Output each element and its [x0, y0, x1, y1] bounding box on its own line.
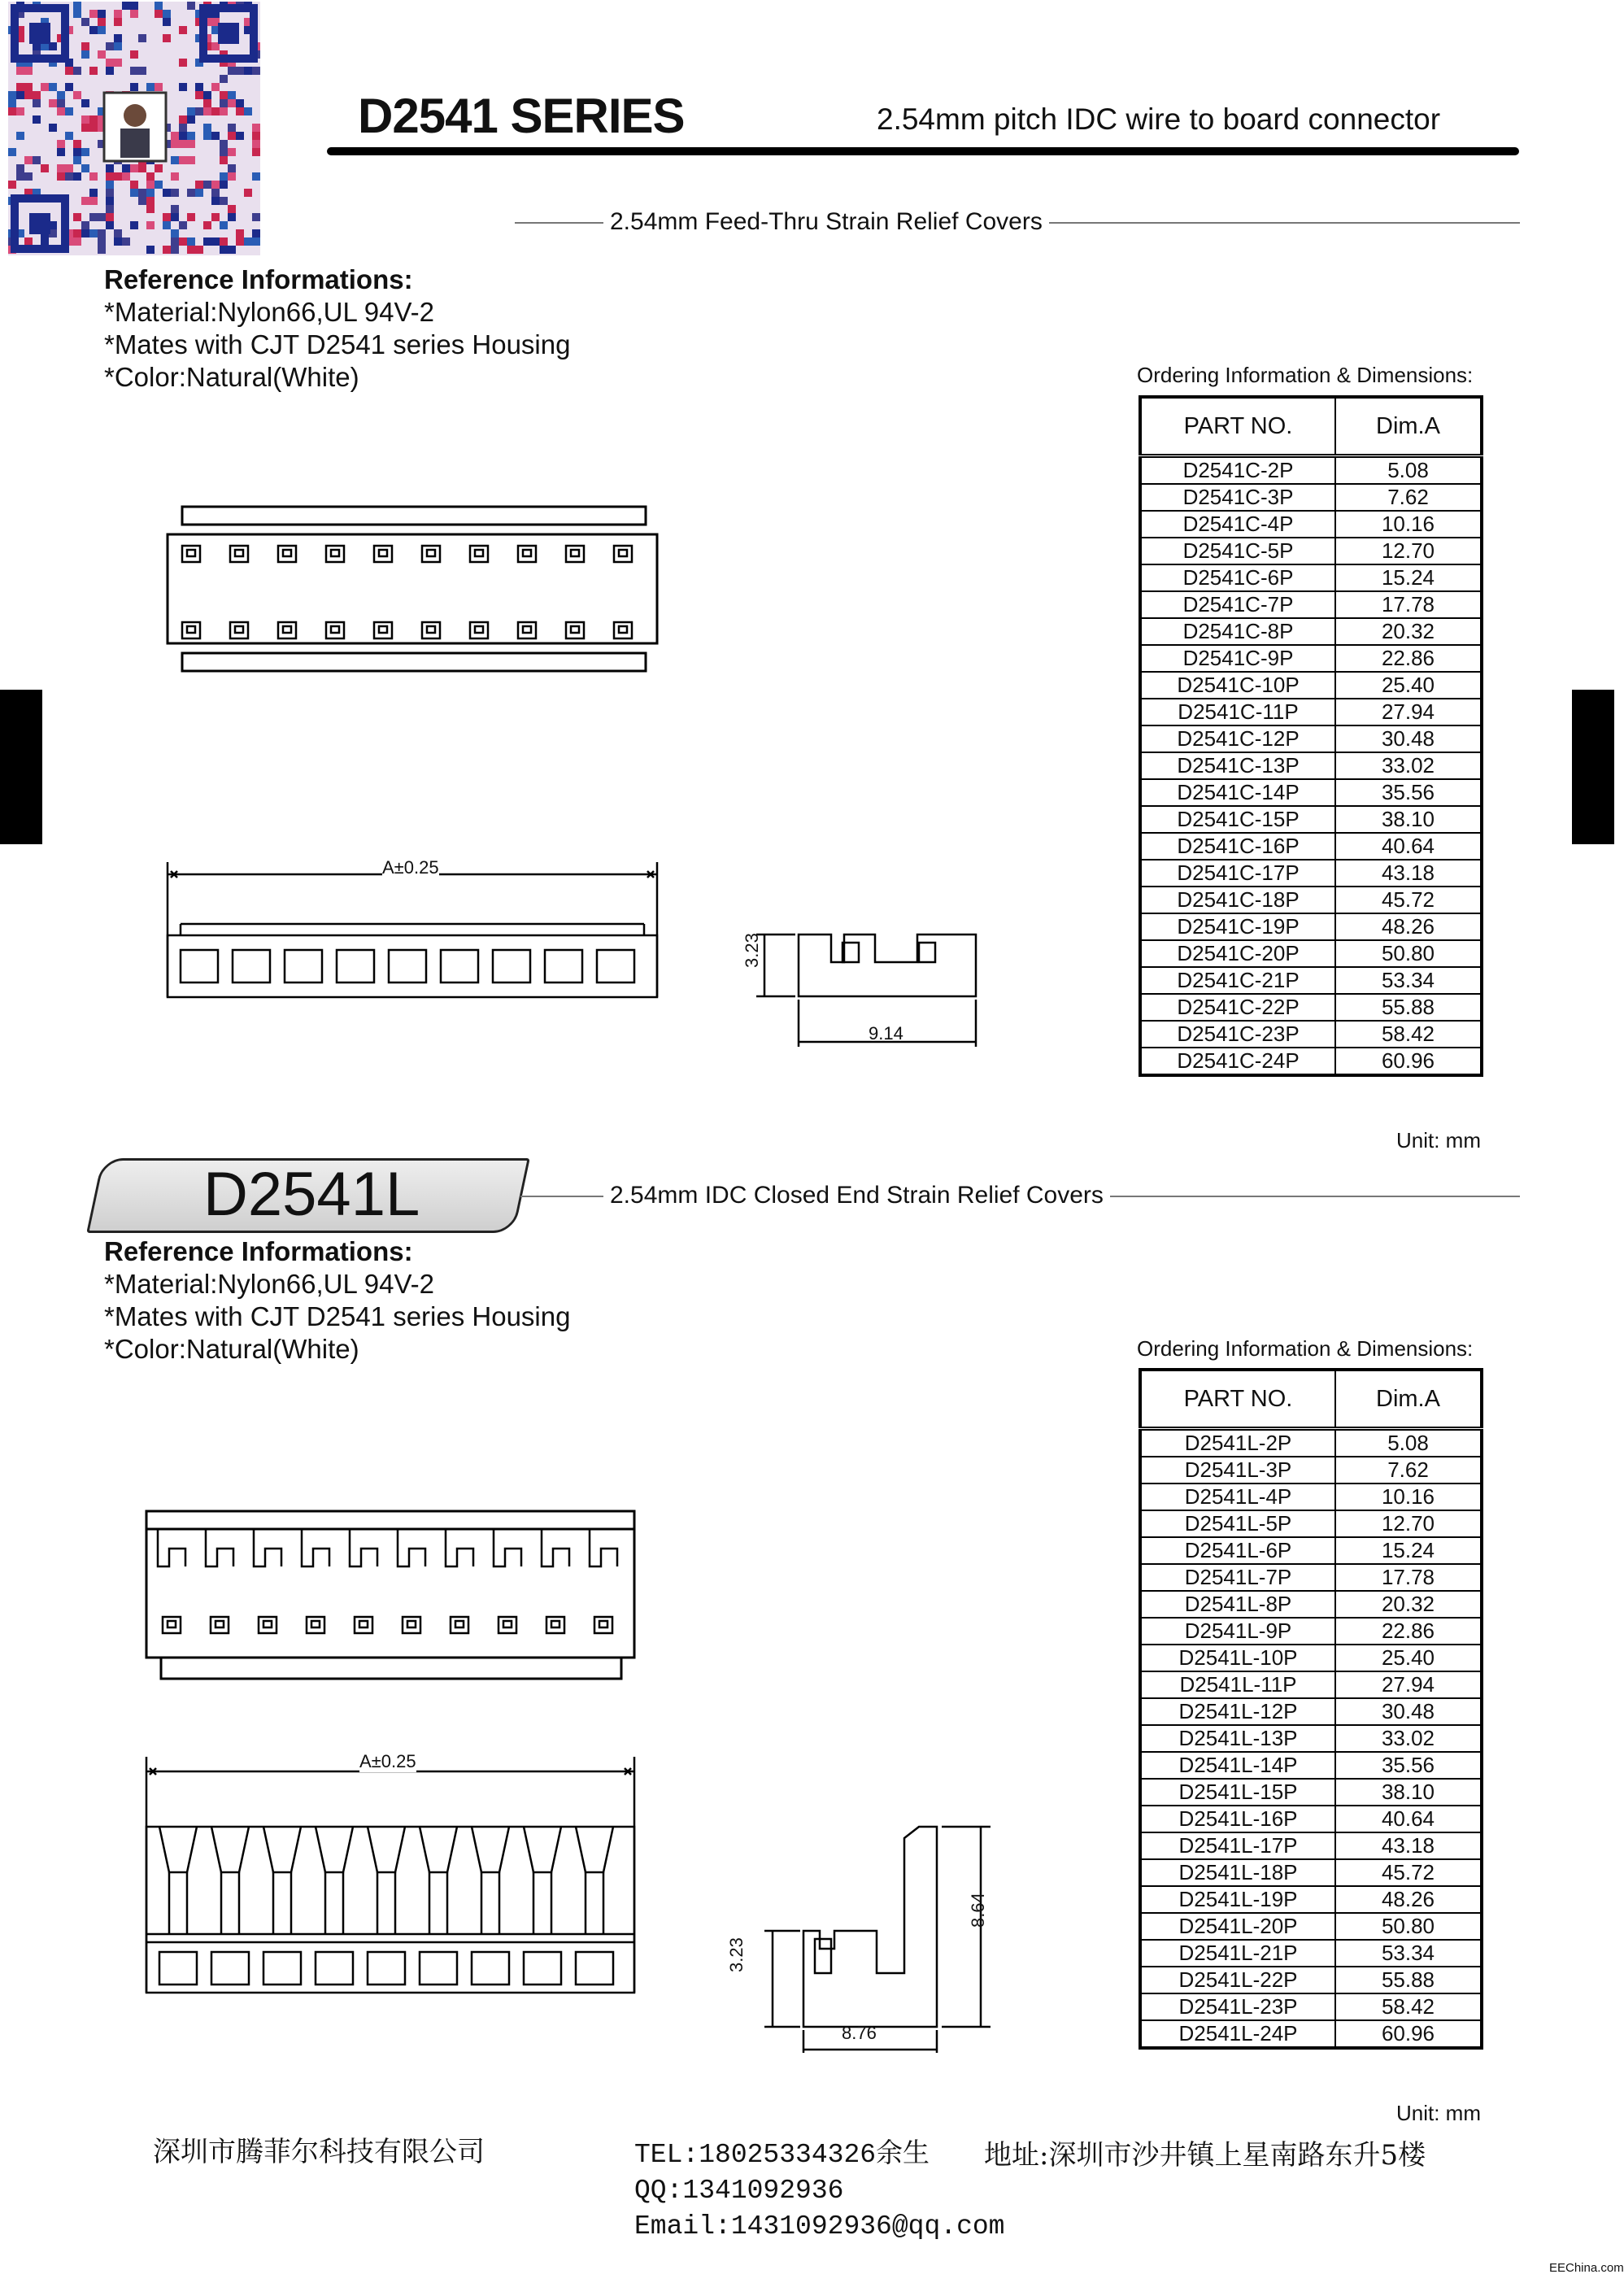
dim-a-cell: 45.72 — [1335, 1859, 1482, 1886]
table-row — [1140, 967, 1482, 994]
part-no-cell: D2541C-2P — [1140, 456, 1335, 485]
table-row — [1140, 1913, 1482, 1940]
part-no-cell: D2541L-13P — [1140, 1725, 1335, 1752]
section-c-dim-w-label: 9.14 — [869, 1023, 903, 1043]
section-c-dim-a-label: A±0.25 — [382, 857, 439, 878]
reference-material: *Material:Nylon66,UL 94V-2 — [104, 1269, 434, 1299]
dim-a-cell: 22.86 — [1335, 645, 1482, 672]
table-row — [1140, 591, 1482, 618]
dim-a-cell: 55.88 — [1335, 994, 1482, 1021]
footer-address: 地址:深圳市沙井镇上星南路东升5楼 — [984, 2139, 1426, 2172]
table-row — [1140, 1484, 1482, 1510]
table-row — [1140, 833, 1482, 860]
part-no-cell: D2541C-17P — [1140, 860, 1335, 887]
dim-a-cell: 30.48 — [1335, 725, 1482, 752]
table-row — [1140, 1564, 1482, 1591]
dim-a-cell: 50.80 — [1335, 940, 1482, 967]
dim-a-cell: 22.86 — [1335, 1618, 1482, 1645]
table-row — [1140, 1457, 1482, 1484]
part-no-cell: D2541L-3P — [1140, 1457, 1335, 1484]
part-no-cell: D2541L-2P — [1140, 1429, 1335, 1457]
table-row — [1140, 564, 1482, 591]
part-no-cell: D2541L-21P — [1140, 1940, 1335, 1967]
table-row — [1140, 699, 1482, 725]
part-no-cell: D2541C-22P — [1140, 994, 1335, 1021]
part-no-cell: D2541L-19P — [1140, 1886, 1335, 1913]
dim-a-cell: 35.56 — [1335, 779, 1482, 806]
part-no-cell: D2541C-8P — [1140, 618, 1335, 645]
dim-a-cell: 38.10 — [1335, 1779, 1482, 1806]
table-row — [1140, 994, 1482, 1021]
dim-a-cell: 40.64 — [1335, 1806, 1482, 1832]
table-row — [1140, 1591, 1482, 1618]
part-no-cell: D2541L-24P — [1140, 2020, 1335, 2048]
series-subtitle: 2.54mm pitch IDC wire to board connector — [877, 102, 1441, 136]
part-no-cell: D2541C-12P — [1140, 725, 1335, 752]
dim-a-cell: 10.16 — [1335, 1484, 1482, 1510]
table-row — [1140, 913, 1482, 940]
table-header-row — [1140, 1370, 1482, 1429]
table-row — [1140, 1859, 1482, 1886]
section-l-order-caption: Ordering Information & Dimensions: — [1137, 1336, 1474, 1361]
section-l-front-view-drawing — [140, 1749, 644, 2001]
section-l-unit: Unit: mm — [1396, 2101, 1481, 2125]
part-no-cell: D2541L-12P — [1140, 1698, 1335, 1725]
part-no-cell: D2541C-3P — [1140, 484, 1335, 511]
part-no-cell: D2541L-18P — [1140, 1859, 1335, 1886]
reference-color: *Color:Natural(White) — [104, 362, 359, 392]
table-row — [1140, 779, 1482, 806]
part-no-cell: D2541L-20P — [1140, 1913, 1335, 1940]
part-no-cell: D2541L-17P — [1140, 1832, 1335, 1859]
dim-a-cell: 27.94 — [1335, 699, 1482, 725]
dim-a-cell: 20.32 — [1335, 1591, 1482, 1618]
dim-a-cell: 5.08 — [1335, 456, 1482, 485]
part-no-cell: D2541L-8P — [1140, 1591, 1335, 1618]
dim-a-cell: 30.48 — [1335, 1698, 1482, 1725]
table-row — [1140, 1510, 1482, 1537]
dim-a-cell: 33.02 — [1335, 752, 1482, 779]
part-no-cell: D2541C-16P — [1140, 833, 1335, 860]
part-no-cell: D2541C-9P — [1140, 645, 1335, 672]
series-title: D2541 SERIES — [358, 89, 685, 143]
table-row — [1140, 1940, 1482, 1967]
dim-a-cell: 5.08 — [1335, 1429, 1482, 1457]
dim-a-cell: 20.32 — [1335, 618, 1482, 645]
section-c-order-caption: Ordering Information & Dimensions: — [1137, 363, 1474, 387]
section-l-dim-a-label: A±0.25 — [359, 1751, 416, 1771]
table-row — [1140, 752, 1482, 779]
part-no-cell: D2541L-6P — [1140, 1537, 1335, 1564]
left-side-tab — [0, 690, 42, 844]
table-row — [1140, 1048, 1482, 1075]
section-c-unit: Unit: mm — [1396, 1128, 1481, 1152]
part-no-cell: D2541C-24P — [1140, 1048, 1335, 1075]
table-row — [1140, 860, 1482, 887]
part-no-cell: D2541C-20P — [1140, 940, 1335, 967]
dim-a-cell: 45.72 — [1335, 887, 1482, 913]
part-no-cell: D2541C-5P — [1140, 538, 1335, 564]
table-row — [1140, 1429, 1482, 1457]
dim-a-cell: 35.56 — [1335, 1752, 1482, 1779]
dim-a-cell: 43.18 — [1335, 1832, 1482, 1859]
part-no-cell: D2541L-7P — [1140, 1564, 1335, 1591]
part-no-cell: D2541L-22P — [1140, 1967, 1335, 1993]
section-c-heading: 2.54mm Feed-Thru Strain Relief Covers — [603, 208, 1049, 236]
dim-a-cell: 17.78 — [1335, 1564, 1482, 1591]
part-no-cell: D2541C-14P — [1140, 779, 1335, 806]
dim-a-cell: 15.24 — [1335, 564, 1482, 591]
col-dim-a: Dim.A — [1335, 397, 1482, 456]
part-no-cell: D2541C-19P — [1140, 913, 1335, 940]
dim-a-cell: 53.34 — [1335, 967, 1482, 994]
reference-color: *Color:Natural(White) — [104, 1334, 359, 1364]
table-row — [1140, 1832, 1482, 1859]
part-no-cell: D2541L-14P — [1140, 1752, 1335, 1779]
table-row — [1140, 940, 1482, 967]
part-no-cell: D2541C-15P — [1140, 806, 1335, 833]
table-row — [1140, 1698, 1482, 1725]
part-no-cell: D2541C-13P — [1140, 752, 1335, 779]
part-no-cell: D2541L-15P — [1140, 1779, 1335, 1806]
table-row — [1140, 672, 1482, 699]
section-l-heading: 2.54mm IDC Closed End Strain Relief Covers — [603, 1182, 1110, 1209]
table-row — [1140, 538, 1482, 564]
col-part-no: PART NO. — [1140, 1370, 1335, 1429]
table-row — [1140, 511, 1482, 538]
dim-a-cell: 58.42 — [1335, 1993, 1482, 2020]
footer-contact — [634, 2137, 1004, 2245]
table-row — [1140, 1886, 1482, 1913]
section-l-top-view-drawing — [140, 1506, 644, 1685]
table-row — [1140, 1671, 1482, 1698]
col-part-no: PART NO. — [1140, 397, 1335, 456]
section-l-badge-text: D2541L — [203, 1160, 420, 1229]
table-row — [1140, 725, 1482, 752]
table-row — [1140, 1779, 1482, 1806]
part-no-cell: D2541C-23P — [1140, 1021, 1335, 1048]
footer-company: 深圳市腾菲尔科技有限公司 — [153, 2136, 485, 2168]
section-l-reference — [104, 1235, 570, 1366]
dim-a-cell: 12.70 — [1335, 1510, 1482, 1537]
dim-a-cell: 25.40 — [1335, 672, 1482, 699]
part-no-cell: D2541C-18P — [1140, 887, 1335, 913]
footer-tel: TEL:18025334326余生 — [634, 2140, 930, 2170]
footer-email: Email:1431092936@qq.com — [634, 2211, 1005, 2242]
part-no-cell: D2541C-4P — [1140, 511, 1335, 538]
dim-a-cell: 50.80 — [1335, 1913, 1482, 1940]
dim-a-cell: 17.78 — [1335, 591, 1482, 618]
table-header-row — [1140, 397, 1482, 456]
table-row — [1140, 1806, 1482, 1832]
table-row — [1140, 456, 1482, 485]
table-row — [1140, 484, 1482, 511]
dim-a-cell: 33.02 — [1335, 1725, 1482, 1752]
table-row — [1140, 1618, 1482, 1645]
dim-a-cell: 55.88 — [1335, 1967, 1482, 1993]
footer-qq: QQ:1341092936 — [634, 2176, 844, 2206]
dim-a-cell: 10.16 — [1335, 511, 1482, 538]
section-c-top-view-drawing — [163, 500, 667, 687]
part-no-cell: D2541L-16P — [1140, 1806, 1335, 1832]
table-row — [1140, 806, 1482, 833]
table-row — [1140, 1645, 1482, 1671]
part-no-cell: D2541L-11P — [1140, 1671, 1335, 1698]
col-dim-a: Dim.A — [1335, 1370, 1482, 1429]
part-no-cell: D2541C-11P — [1140, 699, 1335, 725]
part-no-cell: D2541L-5P — [1140, 1510, 1335, 1537]
table-row — [1140, 1725, 1482, 1752]
dim-a-cell: 15.24 — [1335, 1537, 1482, 1564]
section-c-order-table — [1139, 395, 1483, 1077]
table-row — [1140, 1752, 1482, 1779]
reference-material: *Material:Nylon66,UL 94V-2 — [104, 297, 434, 327]
dim-a-cell: 40.64 — [1335, 833, 1482, 860]
dim-a-cell: 27.94 — [1335, 1671, 1482, 1698]
dim-a-cell: 60.96 — [1335, 2020, 1482, 2048]
table-row — [1140, 618, 1482, 645]
table-row — [1140, 1021, 1482, 1048]
reference-title: Reference Informations: — [104, 1236, 413, 1266]
part-no-cell: D2541C-21P — [1140, 967, 1335, 994]
part-no-cell: D2541C-7P — [1140, 591, 1335, 618]
qr-code-image — [8, 2, 260, 255]
section-l-dim-h-label: 3.23 — [726, 1937, 747, 1972]
dim-a-cell: 38.10 — [1335, 806, 1482, 833]
dim-a-cell: 12.70 — [1335, 538, 1482, 564]
section-c-dim-h-label: 3.23 — [742, 933, 762, 968]
dim-a-cell: 58.42 — [1335, 1021, 1482, 1048]
dim-a-cell: 7.62 — [1335, 484, 1482, 511]
dim-a-cell: 48.26 — [1335, 913, 1482, 940]
dim-a-cell: 25.40 — [1335, 1645, 1482, 1671]
footer-credit: EEChina.com — [1549, 2261, 1624, 2275]
part-no-cell: D2541L-23P — [1140, 1993, 1335, 2020]
table-row — [1140, 2020, 1482, 2048]
section-c-reference — [104, 264, 570, 394]
title-rule — [327, 147, 1519, 155]
table-row — [1140, 1993, 1482, 2020]
reference-title: Reference Informations: — [104, 264, 413, 294]
reference-mates: *Mates with CJT D2541 series Housing — [104, 1301, 571, 1331]
dim-a-cell: 60.96 — [1335, 1048, 1482, 1075]
right-side-tab — [1572, 690, 1614, 844]
table-row — [1140, 887, 1482, 913]
dim-a-cell: 7.62 — [1335, 1457, 1482, 1484]
table-row — [1140, 1537, 1482, 1564]
table-row — [1140, 645, 1482, 672]
dim-a-cell: 48.26 — [1335, 1886, 1482, 1913]
section-l-order-table — [1139, 1368, 1483, 2050]
dim-a-cell: 43.18 — [1335, 860, 1482, 887]
part-no-cell: D2541L-4P — [1140, 1484, 1335, 1510]
dim-a-cell: 53.34 — [1335, 1940, 1482, 1967]
part-no-cell: D2541L-9P — [1140, 1618, 1335, 1645]
part-no-cell: D2541C-6P — [1140, 564, 1335, 591]
section-l-dim-t-label: 8.64 — [968, 1893, 988, 1928]
section-l-dim-w-label: 8.76 — [842, 2023, 877, 2043]
part-no-cell: D2541L-10P — [1140, 1645, 1335, 1671]
section-c-side-view-drawing — [732, 923, 992, 1053]
part-no-cell: D2541C-10P — [1140, 672, 1335, 699]
reference-mates: *Mates with CJT D2541 series Housing — [104, 329, 571, 359]
table-row — [1140, 1967, 1482, 1993]
